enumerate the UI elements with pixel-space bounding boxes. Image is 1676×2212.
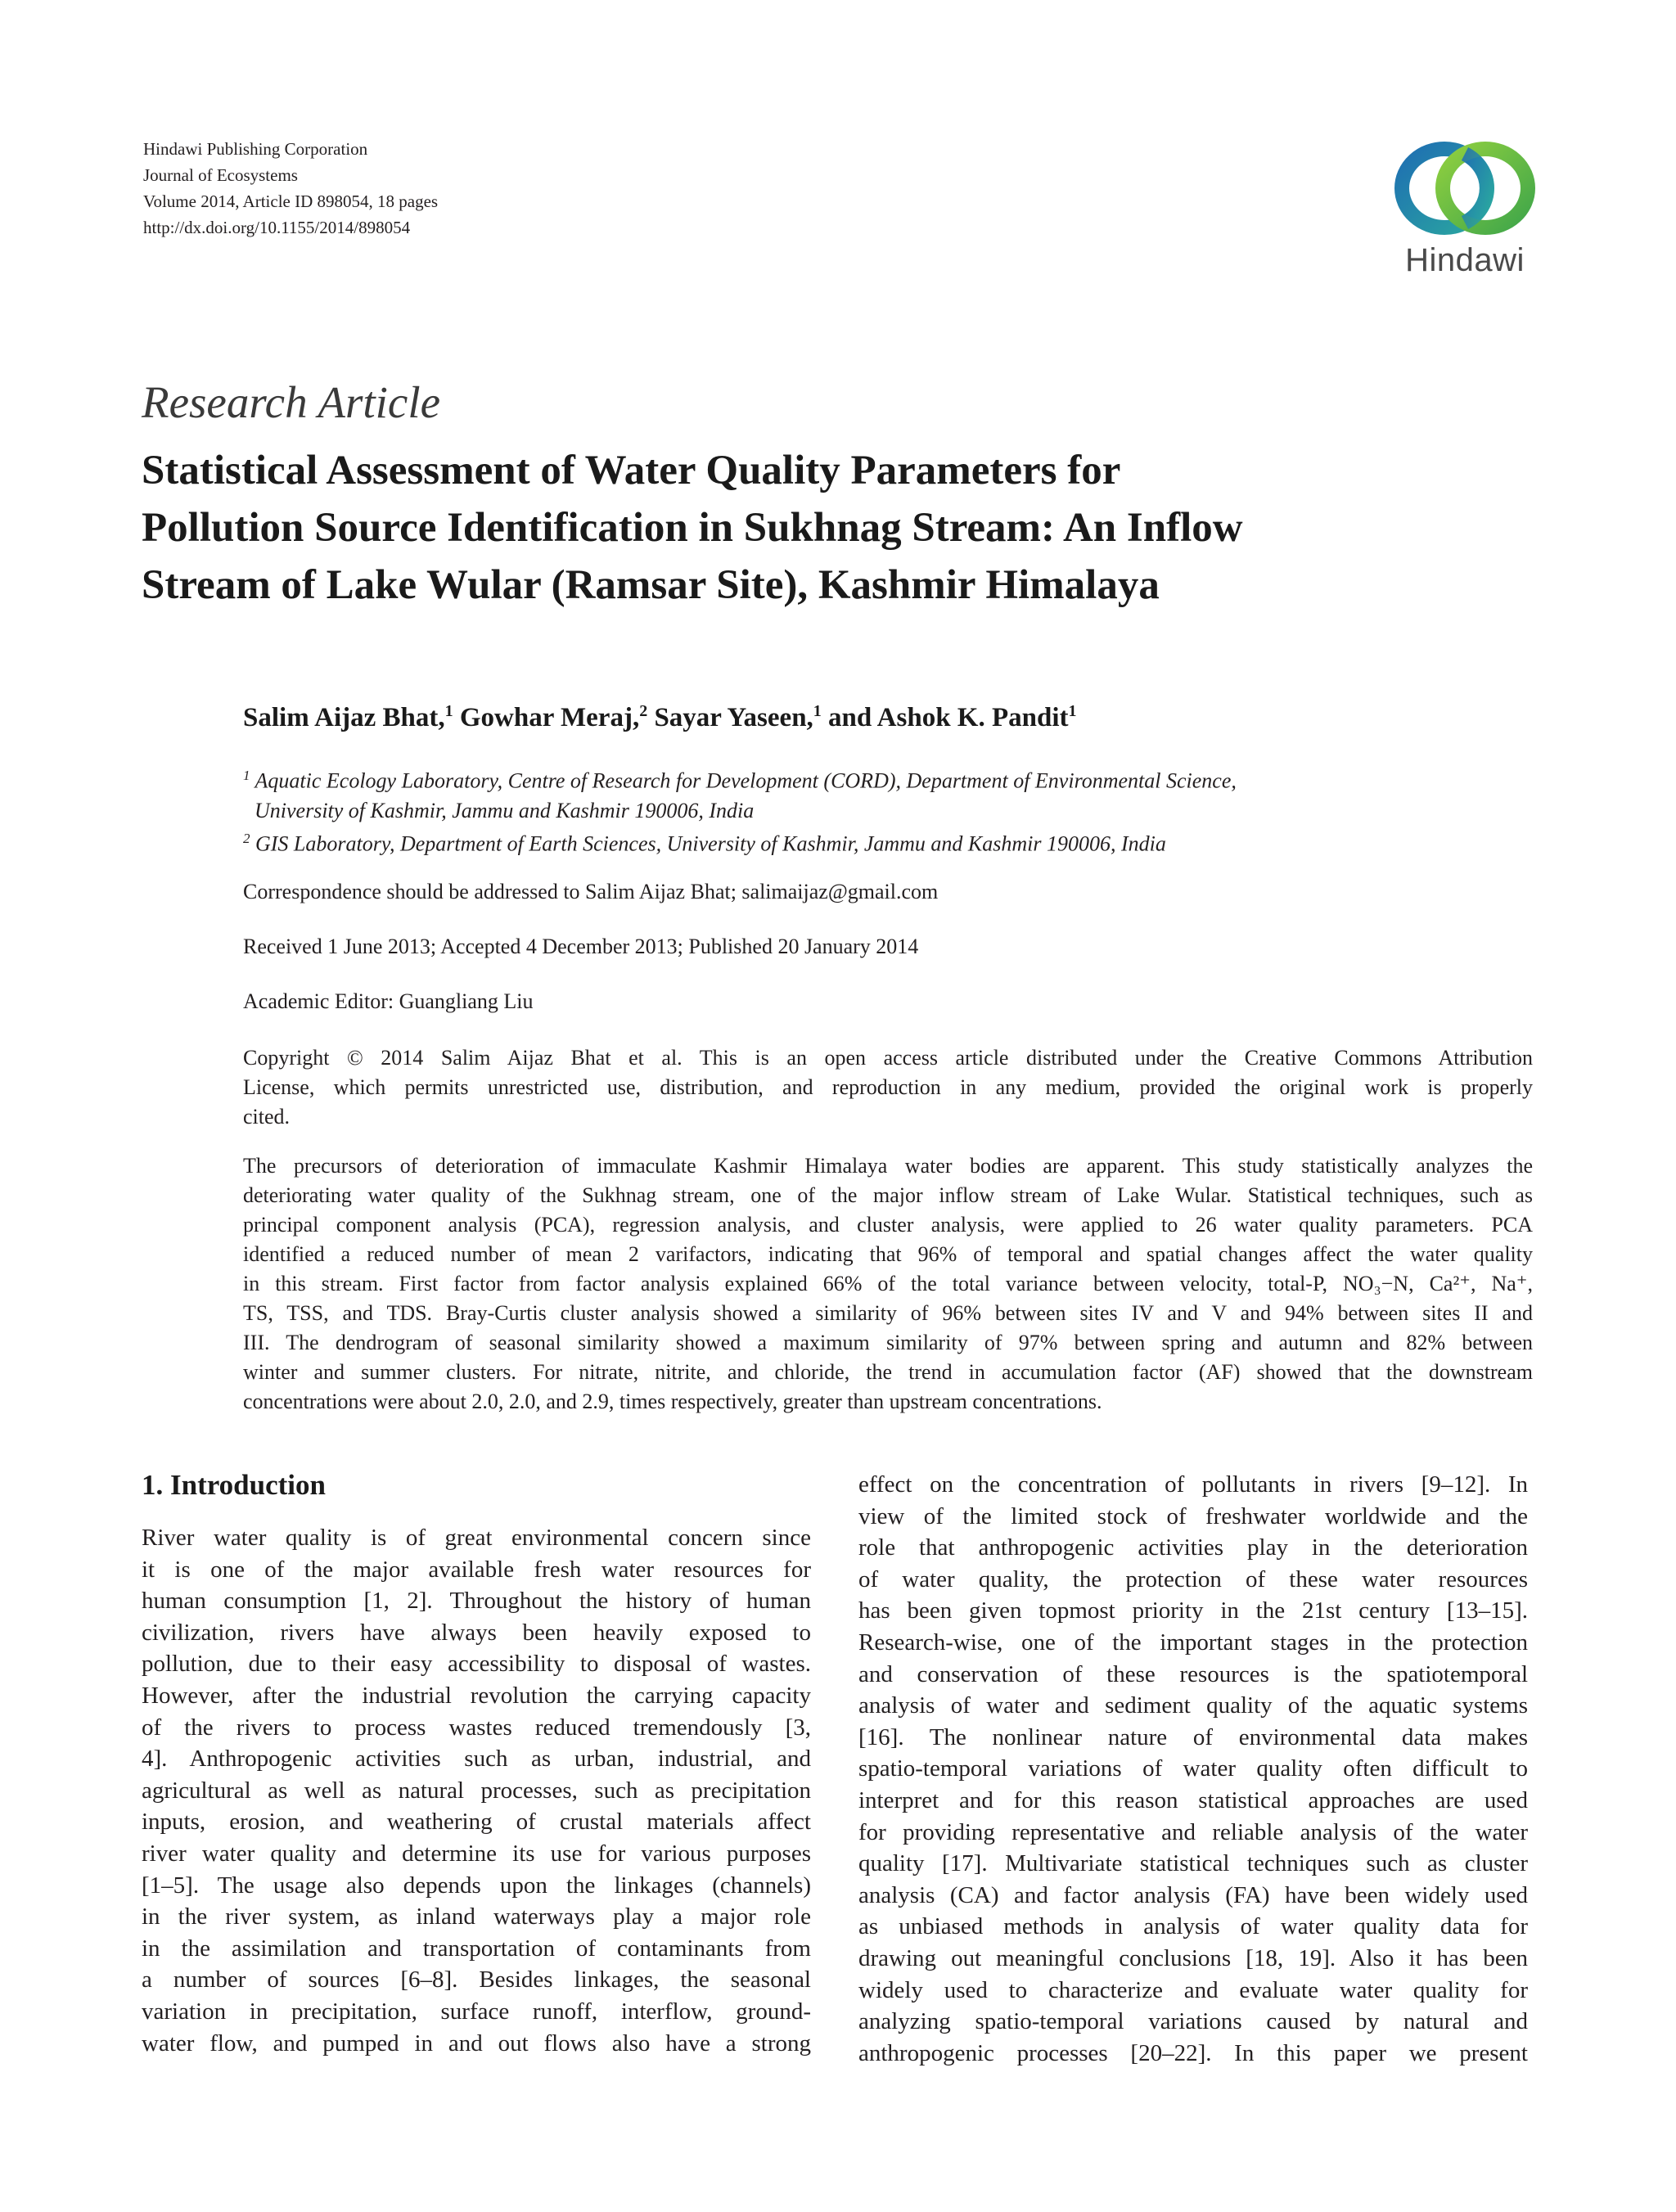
body-line: widely used to characterize and evaluate water quality for xyxy=(858,1976,1528,2003)
publication-dates: Received 1 June 2013; Accepted 4 December 2013; Published 20 January 2014 xyxy=(243,935,919,958)
body-line: 4]. Anthropogenic activities such as urban, industrial, and xyxy=(142,1746,811,1773)
body-line: However, after the industrial revolution the carrying capacity xyxy=(142,1682,811,1709)
body-line: spatio-temporal variations of water quality often difficult to xyxy=(858,1755,1528,1782)
body-line: as unbiased methods in analysis of water quality data for xyxy=(858,1913,1528,1940)
body-line: [1–5]. The usage also depends upon the linkages (channels) xyxy=(142,1872,811,1899)
affiliation-text: Aquatic Ecology Laboratory, Centre of Research for Development (CORD), Department of Environmental Science, xyxy=(255,768,1237,793)
hindawi-logo-icon xyxy=(1387,137,1543,240)
body-line: civilization, rivers have always been heavily exposed to xyxy=(142,1619,811,1646)
author-affiliation-mark: 2 xyxy=(639,702,648,720)
body-line: analysis (CA) and factor analysis (FA) have been widely used xyxy=(858,1881,1528,1908)
body-line: in the assimilation and transportation of contaminants from xyxy=(142,1935,811,1962)
body-line: in the river system, as inland waterways play a major role xyxy=(142,1903,811,1930)
logo-wordmark: Hindawi xyxy=(1405,242,1525,278)
affiliation-mark: 2 xyxy=(243,831,250,846)
body-line: water flow, and pumped in and out flows also have a strong xyxy=(142,2030,811,2057)
body-line: a number of sources [6–8]. Besides linkages, the seasonal xyxy=(142,1966,811,1994)
academic-editor: Academic Editor: Guangliang Liu xyxy=(243,989,534,1013)
body-line: has been given topmost priority in the 21st century [13–15]. xyxy=(858,1597,1528,1624)
body-line: analyzing spatio-temporal variations caused by natural and xyxy=(858,2008,1528,2035)
abstract-line: principal component analysis (PCA), regression analysis, and cluster analysis, were applied to 26 water quality parameters. PCA xyxy=(243,1213,1533,1237)
body-line: of water quality, the protection of these water resources xyxy=(858,1566,1528,1593)
abstract-line: concentrations were about 2.0, 2.0, and 2.9, times respectively, greater than upstream concentrations. xyxy=(243,1390,1102,1413)
author-name: and Ashok K. Pandit xyxy=(828,703,1069,732)
copyright-line: Copyright © 2014 Salim Aijaz Bhat et al. This is an open access article distributed under the Creative Commons Attribution xyxy=(243,1046,1533,1070)
journal-header xyxy=(143,136,438,241)
affiliation-text: University of Kashmir, Jammu and Kashmir 190006, India xyxy=(255,798,755,822)
abstract-line: The precursors of deterioration of immaculate Kashmir Himalaya water bodies are apparent. This study statistically analyzes the xyxy=(243,1154,1533,1178)
body-line: of the rivers to process wastes reduced tremendously [3, xyxy=(142,1714,811,1741)
author-affiliation-mark: 1 xyxy=(1068,702,1077,720)
correspondence: Correspondence should be addressed to Salim Aijaz Bhat; salimaijaz@gmail.com xyxy=(243,880,939,903)
copyright-line: cited. xyxy=(243,1105,291,1129)
body-line: human consumption [1, 2]. Throughout the history of human xyxy=(142,1588,811,1615)
body-line: inputs, erosion, and weathering of crustal materials affect xyxy=(142,1809,811,1836)
affiliation-1 xyxy=(243,761,1536,826)
affiliation-2 xyxy=(243,824,1536,859)
body-line: and conservation of these resources is the spatiotemporal xyxy=(858,1660,1528,1687)
body-line: analysis of water and sediment quality of the aquatic systems xyxy=(858,1692,1528,1719)
body-line: for providing representative and reliable analysis of the water xyxy=(858,1818,1528,1845)
article-type: Research Article xyxy=(142,377,441,427)
body-line: [16]. The nonlinear nature of environmental data makes xyxy=(858,1723,1528,1750)
author-name: Gowhar Meraj, xyxy=(459,703,640,732)
body-line: agricultural as well as natural processes, such as precipitation xyxy=(142,1777,811,1804)
abstract-line: winter and summer clusters. For nitrate, nitrite, and chloride, the trend in accumulation factor (AF) showed that the downstream xyxy=(243,1360,1533,1384)
title-line: Pollution Source Identification in Sukhnag Stream: An Inflow xyxy=(142,505,1243,551)
abstract-line: III. The dendrogram of seasonal similarity showed a maximum similarity of 97% between spring and autumn and 82% between xyxy=(243,1331,1533,1354)
body-line: variation in precipitation, surface runoff, interflow, ground- xyxy=(142,1998,811,2025)
section-heading-introduction: 1. Introduction xyxy=(142,1469,326,1501)
abstract-line: TS, TSS, and TDS. Bray-Curtis cluster analysis showed a similarity of 96% between sites IV and V and 94% between sites II and xyxy=(243,1301,1533,1325)
body-line: effect on the concentration of pollutants in rivers [9–12]. In xyxy=(858,1471,1528,1498)
hindawi-logo xyxy=(1387,137,1543,285)
body-line: River water quality is of great environmental concern since xyxy=(142,1525,811,1551)
publisher-name: Hindawi Publishing Corporation xyxy=(143,139,368,159)
title-line: Stream of Lake Wular (Ramsar Site), Kashmir Himalaya xyxy=(142,562,1160,608)
body-line: it is one of the major available fresh water resources for xyxy=(142,1556,811,1583)
journal-name: Journal of Ecosystems xyxy=(143,165,298,185)
body-line: Research-wise, one of the important stages in the protection xyxy=(858,1629,1528,1656)
abstract-line: identified a reduced number of mean 2 varifactors, indicating that 96% of temporal and spatial changes affect the water quality xyxy=(243,1242,1533,1266)
author-affiliation-mark: 1 xyxy=(444,702,453,720)
abstract xyxy=(243,1151,1533,1417)
abstract-line: in this stream. First factor from factor analysis explained 66% of the total variance between velocity, total-P, NO₃−N, Ca²⁺, Na⁺, xyxy=(243,1272,1533,1295)
copyright-line: License, which permits unrestricted use, distribution, and reproduction in any medium, provided the original work is properly xyxy=(243,1075,1533,1099)
volume-info: Volume 2014, Article ID 898054, 18 pages xyxy=(143,191,439,211)
copyright-notice xyxy=(243,1043,1533,1132)
body-line: interpret and for this reason statistical approaches are used xyxy=(858,1786,1528,1813)
paper-title xyxy=(142,442,1557,614)
body-line: anthropogenic processes [20–22]. In this paper we present xyxy=(858,2039,1528,2066)
abstract-line: deteriorating water quality of the Sukhnag stream, one of the major inflow stream of Lake Wular. Statistical techniques, such as xyxy=(243,1183,1533,1207)
body-line: pollution, due to their easy accessibility to disposal of wastes. xyxy=(142,1651,811,1678)
body-line: view of the limited stock of freshwater worldwide and the xyxy=(858,1502,1528,1529)
body-line: river water quality and determine its use for various purposes xyxy=(142,1840,811,1867)
body-column-right xyxy=(858,1469,1528,2069)
body-line: quality [17]. Multivariate statistical techniques such as cluster xyxy=(858,1850,1528,1877)
body-column-left xyxy=(142,1522,811,2059)
author-list xyxy=(243,702,1077,733)
author-affiliation-mark: 1 xyxy=(813,702,822,720)
affiliation-mark: 1 xyxy=(243,768,250,783)
body-line: role that anthropogenic activities play in the deterioration xyxy=(858,1534,1528,1561)
doi-link[interactable]: http://dx.doi.org/10.1155/2014/898054 xyxy=(143,218,411,237)
body-line: drawing out meaningful conclusions [18, 19]. Also it has been xyxy=(858,1944,1528,1971)
author-name: Salim Aijaz Bhat, xyxy=(243,703,445,732)
author-name: Sayar Yaseen, xyxy=(654,703,813,732)
title-line: Statistical Assessment of Water Quality Parameters for xyxy=(142,448,1121,493)
affiliation-text: GIS Laboratory, Department of Earth Sciences, University of Kashmir, Jammu and Kashmir 190006, India xyxy=(255,831,1166,856)
